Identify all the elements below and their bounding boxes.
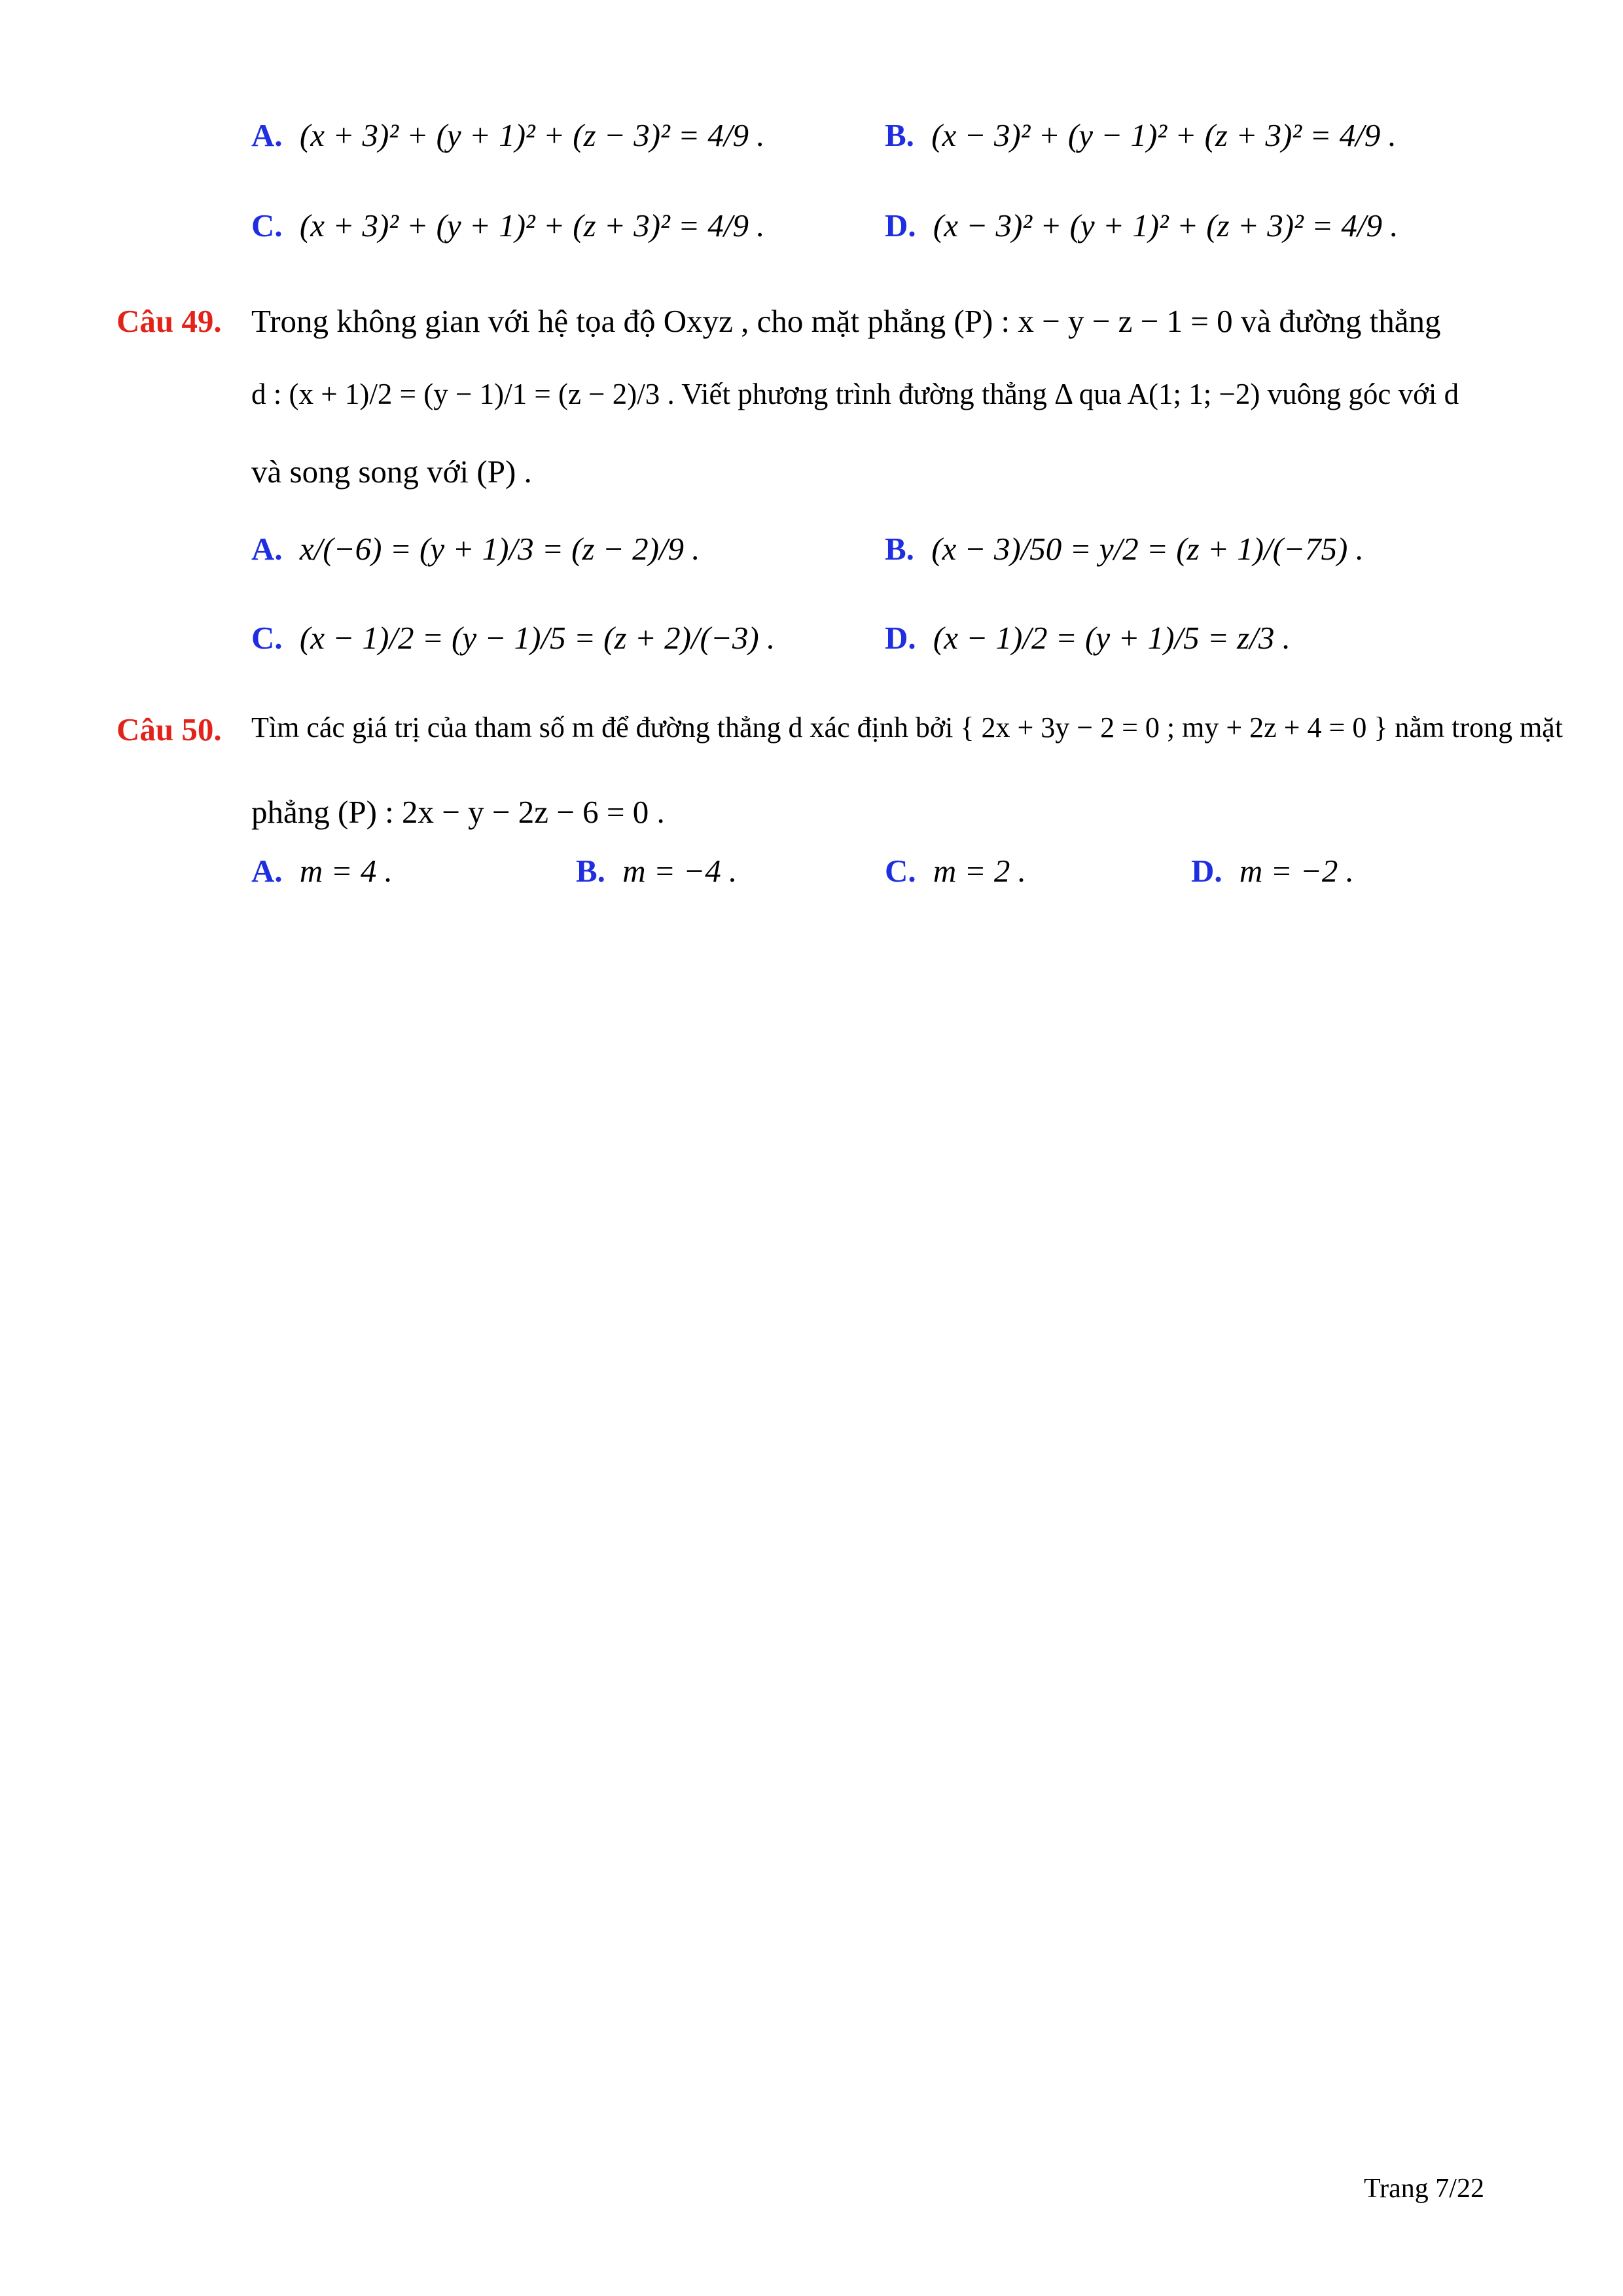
question-49-label: Câu 49.	[116, 303, 222, 339]
option-expression: m = −4 .	[622, 853, 738, 889]
option-expression: (x − 1)/2 = (y + 1)/5 = z/3 .	[933, 620, 1291, 656]
q50-option-a	[251, 852, 393, 889]
option-expression: (x − 3)/50 = y/2 = (z + 1)/(−75) .	[931, 531, 1364, 567]
option-expression: (x + 3)² + (y + 1)² + (z + 3)² = 4/9 .	[299, 207, 765, 243]
option-expression: (x − 3)² + (y + 1)² + (z + 3)² = 4/9 .	[933, 207, 1399, 243]
q50-option-b	[576, 852, 737, 889]
q49-option-b	[885, 530, 1364, 567]
option-label: D.	[1191, 853, 1222, 889]
option-expression: (x − 3)² + (y − 1)² + (z + 3)² = 4/9 .	[931, 117, 1397, 153]
option-label: C.	[885, 853, 916, 889]
page-number: Trang 7/22	[1364, 2174, 1484, 2204]
q49-option-c	[251, 619, 775, 656]
option-expression: m = 2 .	[933, 853, 1026, 889]
option-label: B.	[885, 531, 914, 567]
q48-option-b	[885, 117, 1397, 154]
option-label: C.	[251, 620, 283, 656]
option-label: A.	[251, 853, 283, 889]
option-expression: (x − 1)/2 = (y − 1)/5 = (z + 2)/(−3) .	[299, 620, 776, 656]
question-49-line-2: d : (x + 1)/2 = (y − 1)/1 = (z − 2)/3 . Viết phương trình đường thẳng Δ qua A(1; 1; −2) vuông góc với d	[251, 378, 1459, 410]
option-label: B.	[885, 117, 914, 153]
q50-option-c	[885, 852, 1026, 889]
option-expression: (x + 3)² + (y + 1)² + (z − 3)² = 4/9 .	[299, 117, 765, 153]
option-label: D.	[885, 620, 916, 656]
q48-option-c	[251, 207, 764, 244]
option-label: D.	[885, 207, 916, 243]
question-50-label: Câu 50.	[116, 711, 222, 747]
option-label: C.	[251, 207, 283, 243]
option-label: A.	[251, 531, 283, 567]
option-expression: x/(−6) = (y + 1)/3 = (z − 2)/9 .	[299, 531, 700, 567]
option-label: A.	[251, 117, 283, 153]
option-expression: m = −2 .	[1239, 853, 1354, 889]
question-50-line-2: phẳng (P) : 2x − y − 2z − 6 = 0 .	[251, 794, 665, 830]
question-49-line-1: Trong không gian với hệ tọa độ Oxyz , cho mặt phẳng (P) : x − y − z − 1 = 0 và đường thẳng	[251, 303, 1441, 339]
option-label: B.	[576, 853, 605, 889]
q49-option-a	[251, 530, 700, 567]
q48-option-d	[885, 207, 1398, 244]
question-50-line-1: Tìm các giá trị của tham số m để đường thẳng d xác định bởi { 2x + 3y − 2 = 0 ; my + 2z + 4 = 0 } nằm trong mặt	[251, 711, 1563, 744]
option-expression: m = 4 .	[299, 853, 393, 889]
q50-option-d	[1191, 852, 1354, 889]
q49-option-d	[885, 619, 1291, 656]
q48-option-a	[251, 117, 764, 154]
question-49-line-3: và song song với (P) .	[251, 454, 532, 490]
